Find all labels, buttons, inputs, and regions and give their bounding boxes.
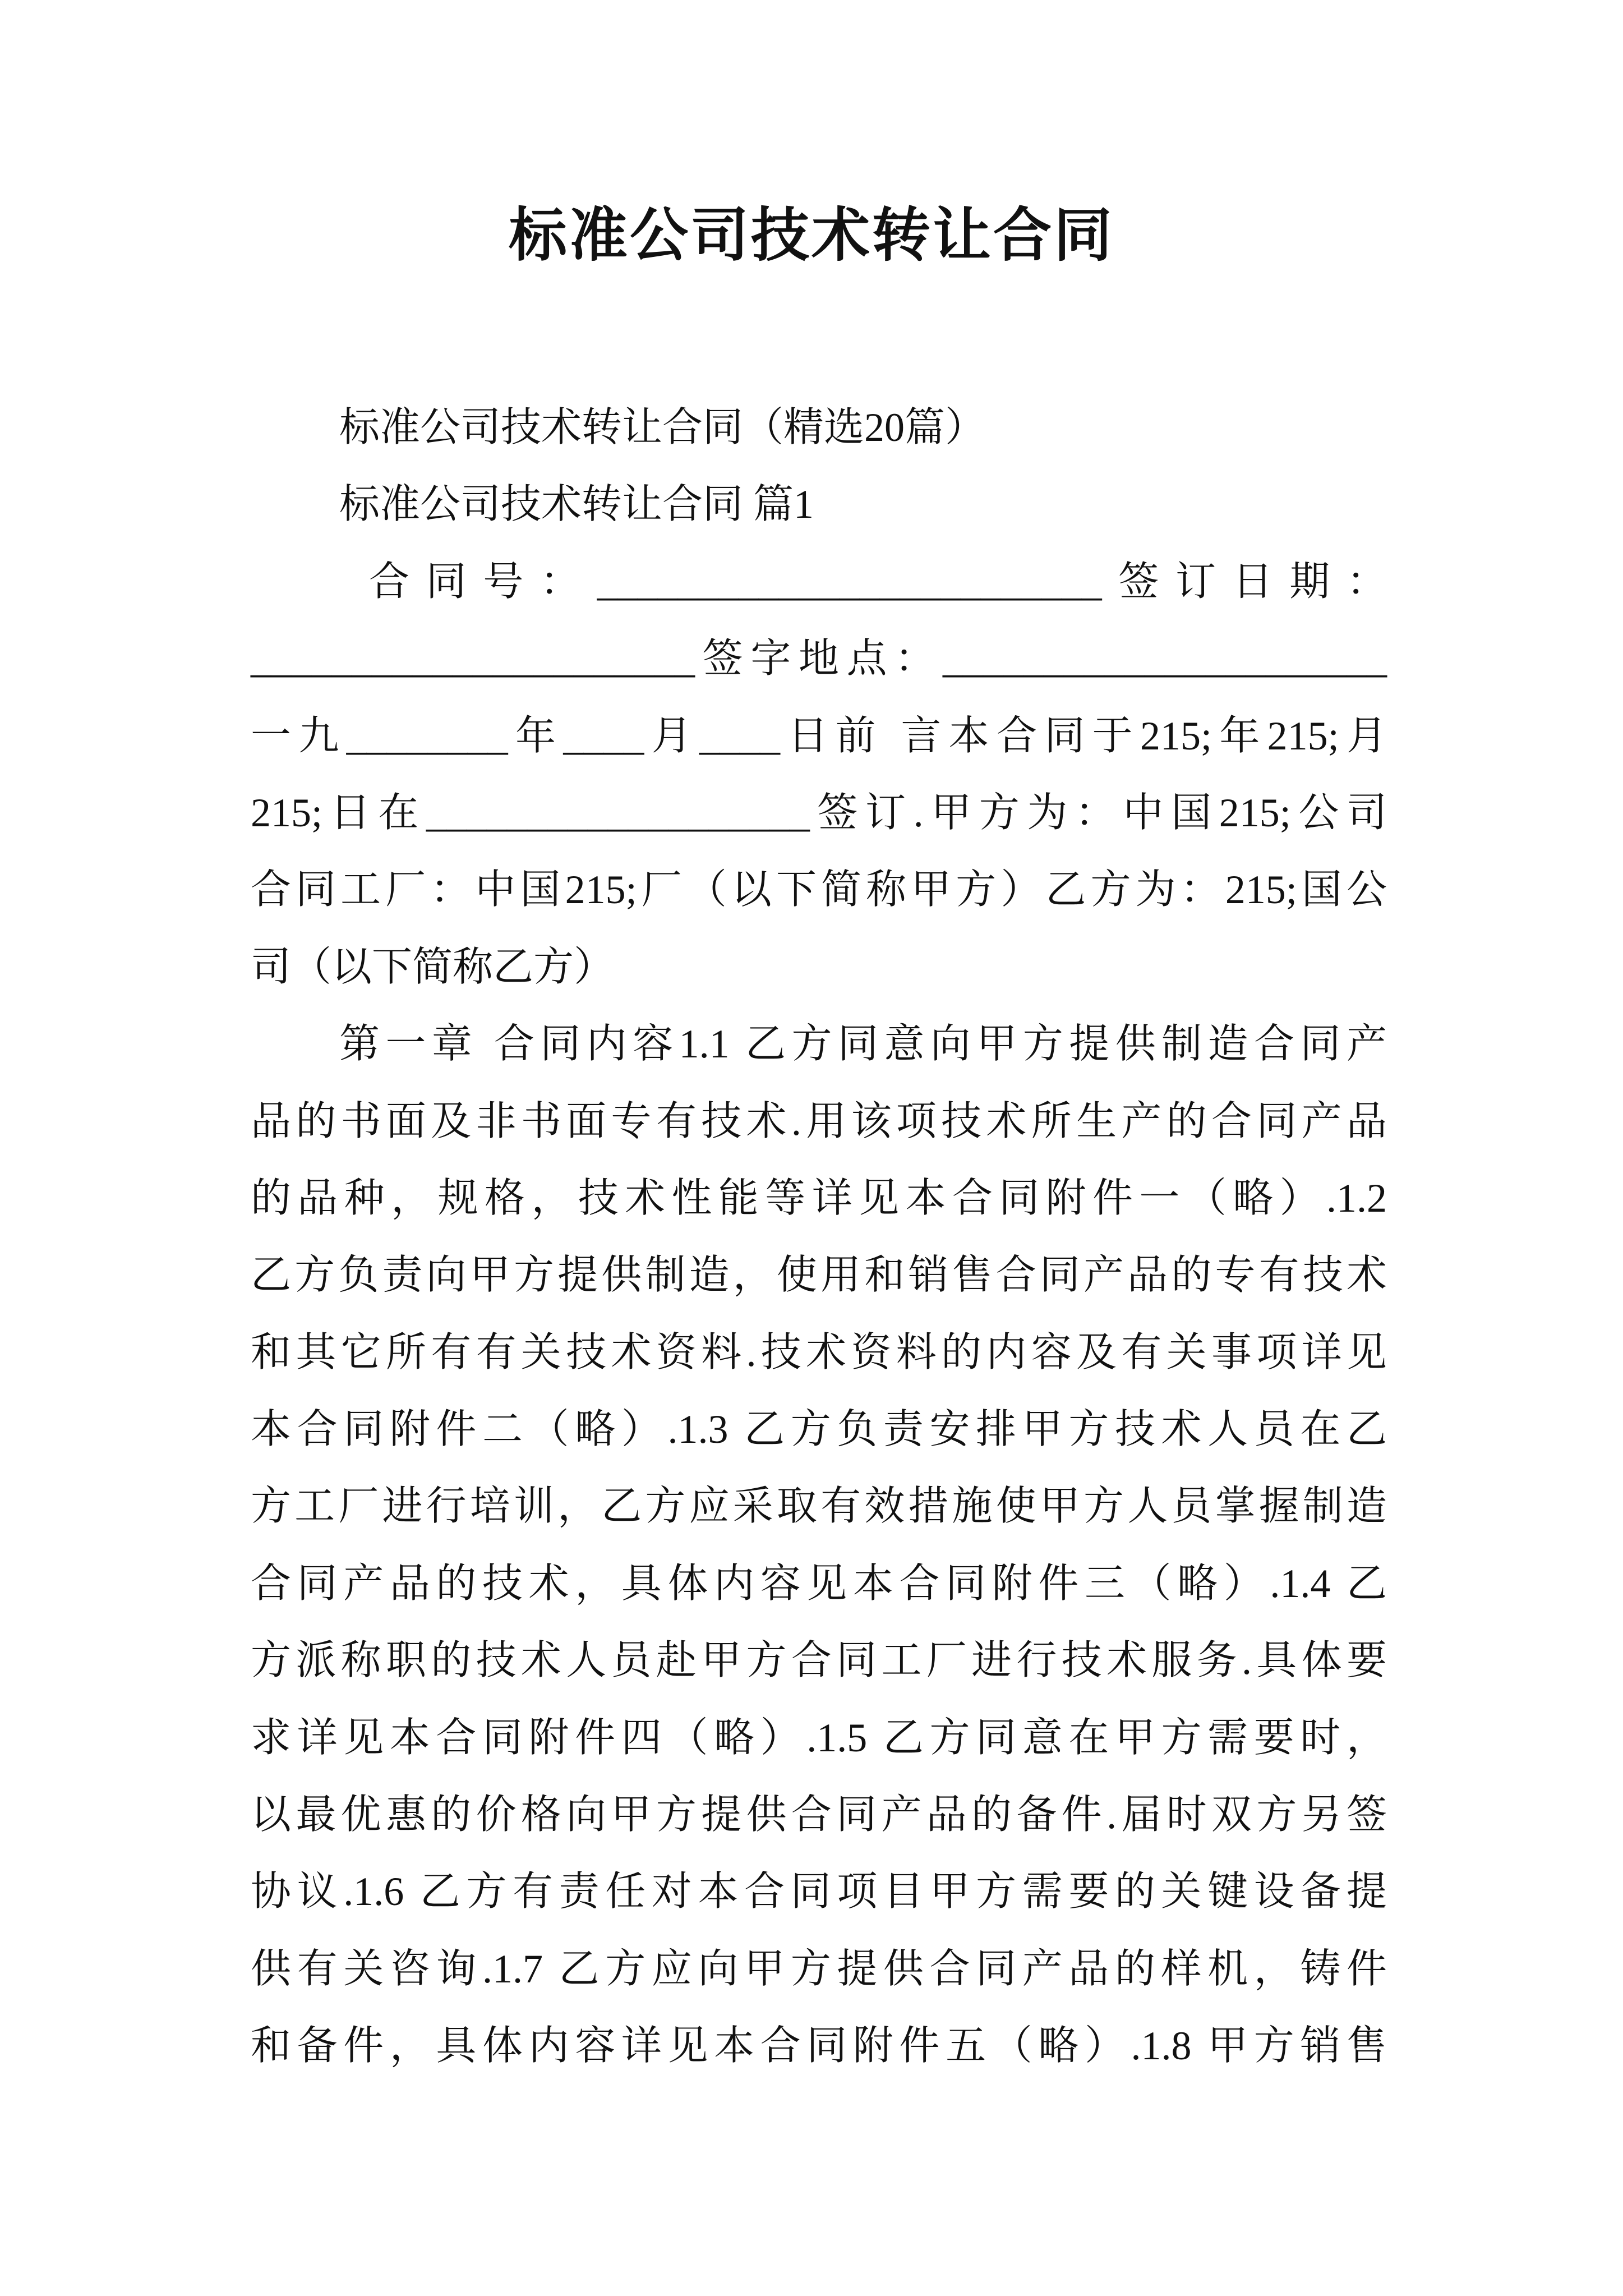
- body-text-line: 的品种，规格，技术性能等详见本合同附件一（略）.1.2: [251, 1175, 1387, 1221]
- body-text-line: 和其它所有有关技术资料.技术资料的内容及有关事项详见: [251, 1329, 1387, 1375]
- blank-underline: ____: [699, 713, 781, 758]
- body-text-line: 乙方负责向甲方提供制造，使用和销售合同产品的专有技术: [251, 1253, 1387, 1298]
- blank-underline: _________________________: [597, 559, 1102, 604]
- body-text-line: 合同工厂：中国215;厂（以下简称甲方）乙方为：215;国公: [251, 867, 1387, 913]
- body-text-line: 本合同附件二（略）.1.3 乙方负责安排甲方技术人员在乙: [251, 1407, 1387, 1452]
- body-text-line: 求详见本合同附件四（略）.1.5 乙方同意在甲方需要时，: [251, 1715, 1387, 1760]
- body-text-line: 一九________年____月____日前 言本合同于215;年215;月: [251, 698, 1387, 775]
- body-text-line: 215;日在___________________签订.甲方为：中国215;公司: [251, 775, 1387, 852]
- document-title: 标准公司技术转让合同: [508, 204, 1114, 268]
- body-text-line: 供有关咨询.1.7 乙方应向甲方提供合同产品的样机，铸件: [251, 1946, 1387, 1991]
- chapter-text-line: 第一章 合同内容1.1 乙方同意向甲方提供制造合同产: [339, 1022, 1387, 1067]
- document-body: [251, 389, 1387, 2085]
- blank-underline: ______________________: [943, 636, 1387, 682]
- body-text-line: 司（以下简称乙方）: [251, 944, 615, 990]
- body-text-line: 品的书面及非书面专有技术.用该项技术所生产的合同产品: [251, 1098, 1387, 1144]
- body-text-line: 和备件，具体内容详见本合同附件五（略）.1.8 甲方销售: [251, 2023, 1387, 2069]
- body-text-line: 合同产品的技术，具体内容见本合同附件三（略）.1.4 乙: [251, 1561, 1387, 1606]
- blank-underline: ___________________: [426, 790, 810, 835]
- blank-underline: ______________________: [251, 636, 695, 682]
- body-text-line: 方工厂进行培训，乙方应采取有效措施使甲方人员掌握制造: [251, 1484, 1387, 1529]
- contract-number-line: 合同号：_________________________签订日期：: [369, 544, 1387, 620]
- signing-place-line: ______________________签字地点：______________________: [251, 620, 1387, 697]
- body-text-line: 以最优惠的价格向甲方提供合同产品的备件.届时双方另签: [251, 1792, 1387, 1838]
- body-text-line: 方派称职的技术人员赴甲方合同工厂进行技术服务.具体要: [251, 1638, 1387, 1683]
- collection-title: 标准公司技术转让合同（精选20篇）: [339, 405, 986, 450]
- blank-underline: ________: [346, 713, 508, 758]
- body-text-line: 协议.1.6 乙方有责任对本合同项目甲方需要的关键设备提: [251, 1869, 1387, 1915]
- section-title: 标准公司技术转让合同 篇1: [339, 482, 814, 527]
- blank-underline: ____: [563, 713, 644, 758]
